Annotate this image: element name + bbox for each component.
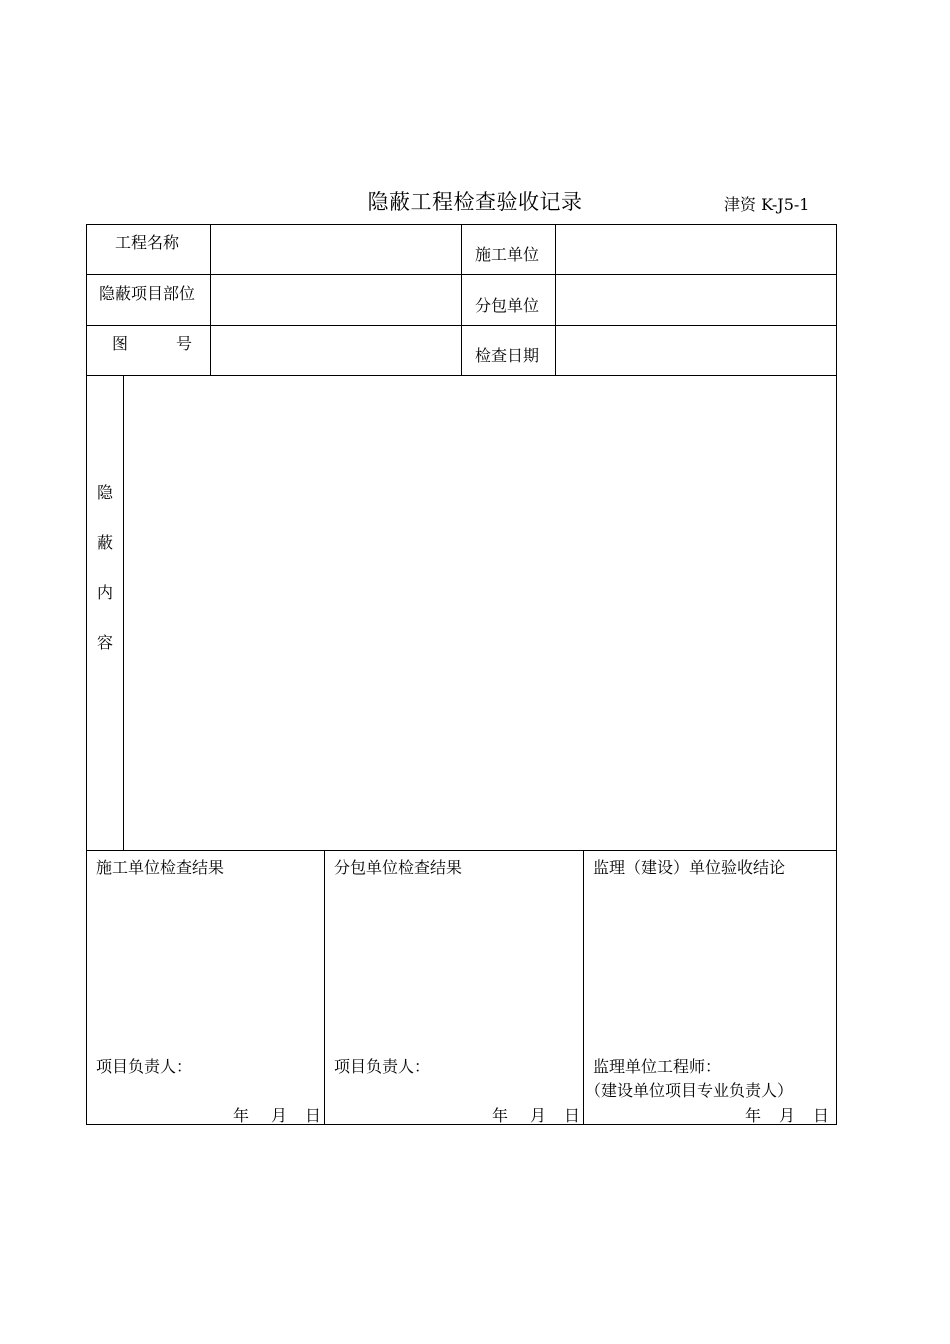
month-label: 月 <box>779 1106 796 1125</box>
subcontractor-check-heading: 分包单位检查结果 <box>334 858 463 877</box>
hidden-content-label-char: 蔽 <box>96 533 113 552</box>
subcontractor-label: 分包单位 <box>475 296 540 315</box>
year-label: 年 <box>233 1106 250 1125</box>
construction-unit-label: 施工单位 <box>475 245 540 264</box>
day-label: 日 <box>564 1106 581 1125</box>
hidden-item-location-field[interactable] <box>214 280 458 320</box>
construction-sign-date <box>233 1103 321 1126</box>
supervision-conclusion-area[interactable] <box>589 880 831 1040</box>
subcontractor-field[interactable] <box>560 280 832 320</box>
inspection-date-field[interactable] <box>560 331 832 371</box>
year-label: 年 <box>492 1106 509 1125</box>
subcontractor-check-area[interactable] <box>330 880 578 1040</box>
drawing-number-field[interactable] <box>214 331 458 371</box>
month-label: 月 <box>271 1106 288 1125</box>
month-label: 月 <box>530 1106 547 1125</box>
construction-check-heading: 施工单位检查结果 <box>96 858 225 877</box>
col-divider <box>583 850 584 1125</box>
day-label: 日 <box>305 1106 322 1125</box>
col-divider <box>123 375 124 851</box>
hidden-item-location-label: 隐蔽项目部位 <box>99 284 196 303</box>
hidden-content-area[interactable] <box>128 380 832 845</box>
project-name-label: 工程名称 <box>115 233 180 252</box>
construction-unit-field[interactable] <box>560 230 832 270</box>
supervision-sign-date <box>745 1103 829 1126</box>
construction-check-area[interactable] <box>92 880 318 1040</box>
supervision-signer-note: （建设单位项目专业负责人） <box>585 1081 794 1100</box>
hidden-content-label-char: 隐 <box>96 483 113 502</box>
supervision-conclusion-heading: 监理（建设）单位验收结论 <box>593 858 786 877</box>
construction-signer-label: 项目负责人： <box>96 1057 193 1076</box>
subcontractor-signer-label: 项目负责人： <box>334 1057 431 1076</box>
form-code: 津资 K-J5-1 <box>724 195 810 214</box>
drawing-number-label: 图 号 <box>112 334 193 353</box>
subcontractor-sign-date <box>492 1103 580 1126</box>
hidden-content-label-char: 容 <box>96 633 113 652</box>
col-divider <box>555 224 556 376</box>
col-divider <box>324 850 325 1125</box>
supervision-signer-label: 监理单位工程师： <box>593 1057 722 1076</box>
col-divider <box>461 224 462 376</box>
form-title: 隐蔽工程检查验收记录 <box>367 190 583 214</box>
project-name-field[interactable] <box>214 230 458 270</box>
row-divider <box>86 850 837 851</box>
hidden-content-label-char: 内 <box>96 583 113 602</box>
col-divider <box>210 224 211 376</box>
inspection-date-label: 检查日期 <box>475 346 540 365</box>
year-label: 年 <box>745 1106 762 1125</box>
day-label: 日 <box>813 1106 830 1125</box>
